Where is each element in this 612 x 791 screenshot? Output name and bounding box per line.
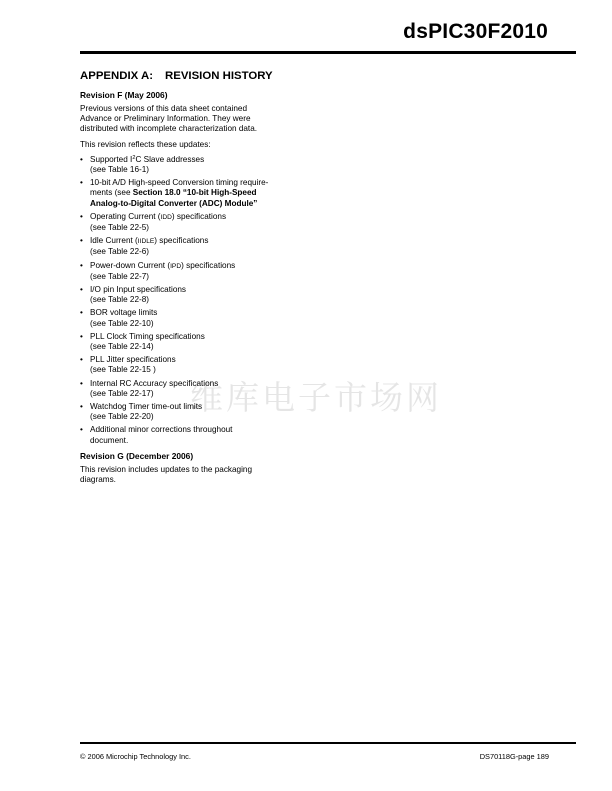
list-item: • 10-bit A/D High-speed Conversion timing require- ments (see Section 18.0 “10-bit High-Speed Analog-to-Digital Converter (ADC) Module”	[80, 178, 298, 209]
revision-f-reflects: This revision reflects these updates:	[80, 139, 211, 149]
list-item: • Watchdog Timer time-out limits (see Table 22-20)	[80, 402, 203, 422]
list-item: • Idle Current (IIDLE) specifications (see Table 22-6)	[80, 236, 209, 257]
section-reference: Section 18.0 “10-bit High-Speed	[132, 188, 257, 198]
revision-f-update-list	[80, 155, 298, 446]
revision-f-heading: Revision F (May 2006)	[80, 90, 168, 100]
footer-rule	[80, 742, 576, 744]
list-item: • PLL Jitter specifications (see Table 22-15 )	[80, 355, 176, 375]
watermark: 维库电子市场网	[190, 378, 442, 417]
list-item: • Power-down Current (IPD) specifications (see Table 22-7)	[80, 260, 236, 281]
revision-g-heading: Revision G (December 2006)	[80, 450, 194, 461]
appendix-title: REVISION HISTORY	[165, 70, 273, 82]
list-item: • I/O pin Input specifications (see Table 22-8)	[80, 285, 187, 305]
list-item: • Additional minor corrections throughout document.	[80, 425, 233, 445]
appendix-heading	[80, 70, 298, 82]
list-item: • Operating Current (IDD) specifications (see Table 22-5)	[80, 211, 227, 233]
page-content	[80, 70, 298, 490]
footer-copyright: © 2006 Microchip Technology Inc.	[80, 752, 191, 761]
section-reference-cont: Analog-to-Digital Converter (ADC) Module”	[90, 198, 258, 208]
footer-page-number: DS70118G-page 189	[479, 752, 549, 761]
header-rule	[80, 51, 576, 54]
appendix-label: APPENDIX A:	[80, 70, 153, 82]
list-item: • PLL Clock Timing specifications (see Table 22-14)	[80, 331, 205, 352]
document-title: dsPIC30F2010	[403, 20, 548, 43]
list-item: • Supported $I^2C$ Slave addresses (see Table 16-1)	[80, 154, 205, 175]
revision-g-body: This revision includes updates to the packaging diagrams.	[80, 464, 253, 485]
list-item: • BOR voltage limits (see Table 22-10)	[80, 308, 158, 328]
revision-f-intro: Previous versions of this data sheet contained Advance or Preliminary Information. They were distributed with incomplete characterization data.	[80, 104, 258, 134]
list-item: • Internal RC Accuracy specifications (see Table 22-17)	[80, 378, 219, 398]
